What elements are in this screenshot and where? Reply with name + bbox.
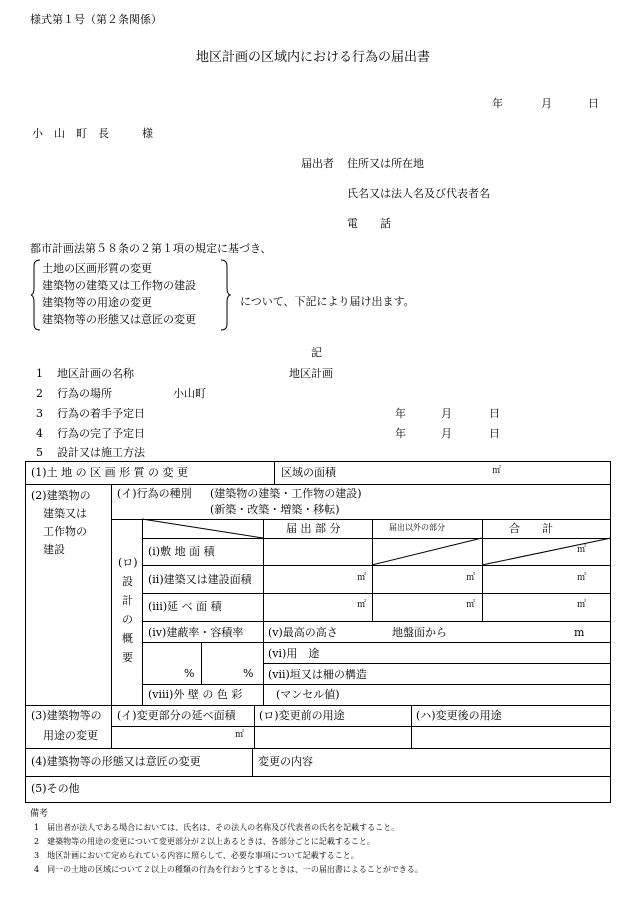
row3-label-2: 用途の変更 bbox=[43, 729, 98, 742]
ro-char-4: 概 bbox=[122, 632, 133, 645]
date-year-label: 年 bbox=[492, 97, 503, 110]
date-month-label: 月 bbox=[541, 97, 552, 110]
item-day-4: 日 bbox=[489, 427, 500, 440]
item-num-3: 3 bbox=[36, 407, 43, 420]
item-label-4: 行為の完了予定日 bbox=[57, 427, 145, 440]
site-area-label: (ⅰ)敷 地 面 積 bbox=[148, 545, 215, 558]
row1-area-label: 区域の面積 bbox=[281, 466, 336, 479]
height-from-label: 地盤面から bbox=[392, 626, 447, 639]
notifier-phone-label: 電 話 bbox=[347, 217, 391, 230]
remark-3: 3 地区計画において定められている内容に照らして、必要な事項について記載すること。 bbox=[34, 851, 359, 860]
notifier-name-label: 氏名又は法人名及び代表者名 bbox=[347, 187, 490, 200]
item-value-2: 小山町 bbox=[173, 387, 206, 400]
row3-col3-label: (ハ)変更後の用途 bbox=[416, 709, 502, 722]
row4-label: (4)建築物等の形態又は意匠の変更 bbox=[31, 755, 201, 768]
item-num-2: 2 bbox=[36, 387, 43, 400]
ro-char-3: の bbox=[122, 613, 133, 626]
type-label: (イ)行為の種別 bbox=[117, 487, 192, 500]
item-num-4: 4 bbox=[36, 427, 43, 440]
addressee: 小 山 町 長 様 bbox=[32, 127, 153, 140]
notifier-address-label: 住所又は所在地 bbox=[347, 157, 424, 170]
item-label-2: 行為の場所 bbox=[57, 387, 112, 400]
item-year-4: 年 bbox=[395, 427, 406, 440]
building-area-total-unit: ㎡ bbox=[577, 573, 587, 583]
row2-label-4: 建設 bbox=[43, 543, 65, 556]
remark-2: 2 建築物等の用途の変更について変更部分が２以上あるときは、各部分ごとに記載すること。 bbox=[34, 837, 375, 846]
munsell-label: (マンセル値) bbox=[276, 688, 340, 701]
building-area-submitted-unit: ㎡ bbox=[357, 573, 367, 583]
far-percent: % bbox=[243, 667, 254, 680]
item-month-3: 月 bbox=[441, 407, 452, 420]
option-design: 建築物等の形態又は意匠の変更 bbox=[42, 313, 196, 326]
date-day-label: 日 bbox=[588, 97, 599, 110]
option-building: 建築物の建築又は工作物の建設 bbox=[42, 279, 196, 292]
coverage-percent: % bbox=[184, 667, 195, 680]
row5-label: (5)その他 bbox=[31, 782, 80, 795]
col-header-total: 合 計 bbox=[509, 522, 553, 535]
basis-suffix: について、下記により届け出ます。 bbox=[240, 295, 415, 308]
item-label-1: 地区計画の名称 bbox=[57, 367, 134, 380]
item-label-3: 行為の着手予定日 bbox=[57, 407, 145, 420]
height-unit: m bbox=[574, 626, 585, 639]
col-header-other: 届出以外の部分 bbox=[389, 523, 445, 532]
ro-char-1: 設 bbox=[122, 575, 133, 588]
form-number: 様式第１号（第２条関係） bbox=[30, 13, 162, 26]
type-options-1: (建築物の建築・工作物の建設) bbox=[210, 487, 362, 500]
option-use: 建築物等の用途の変更 bbox=[42, 296, 152, 309]
remark-1: 1 届出者が法人である場合においては、氏名は、その法人の名称及び代表者の氏名を記載すること。 bbox=[34, 823, 400, 832]
ro-char-2: 計 bbox=[122, 594, 133, 607]
type-options-2: (新築・改築・増築・移転) bbox=[210, 503, 340, 516]
floor-area-submitted-unit: ㎡ bbox=[357, 600, 367, 610]
row1-area-unit: ㎡ bbox=[492, 466, 502, 476]
site-area-total-unit: ㎡ bbox=[577, 545, 587, 555]
use-label: (ⅵ)用 途 bbox=[268, 647, 320, 660]
notifier-label: 届出者 bbox=[301, 157, 334, 170]
row2-label-2: 建築又は bbox=[43, 507, 87, 520]
floor-area-label: (ⅲ)延 べ 面 積 bbox=[148, 600, 222, 613]
coverage-label: (ⅳ)建蔽率・容積率 bbox=[148, 626, 244, 639]
fence-label: (ⅶ)垣又は柵の構造 bbox=[268, 668, 367, 681]
height-label: (ⅴ)最高の高さ bbox=[268, 626, 338, 639]
ro-char-5: 要 bbox=[122, 651, 133, 664]
color-label: (ⅷ)外 壁 の 色 彩 bbox=[148, 688, 243, 701]
item-year-3: 年 bbox=[395, 407, 406, 420]
item-num-5: 5 bbox=[36, 446, 43, 459]
building-area-other-unit: ㎡ bbox=[466, 573, 476, 583]
row3-col1-label: (イ)変更部分の延べ面積 bbox=[117, 709, 236, 722]
ki-label: 記 bbox=[311, 346, 322, 359]
item-label-5: 設計又は施工方法 bbox=[57, 446, 145, 459]
item-value-1: 地区計画 bbox=[289, 367, 333, 380]
row3-area-unit: ㎡ bbox=[235, 730, 245, 740]
col-header-submitted: 届 出 部 分 bbox=[286, 522, 341, 535]
page-title: 地区計画の区域内における行為の届出書 bbox=[196, 50, 431, 65]
floor-area-total-unit: ㎡ bbox=[577, 600, 587, 610]
row4-content-label: 変更の内容 bbox=[258, 755, 313, 768]
item-month-4: 月 bbox=[441, 427, 452, 440]
building-area-label: (ⅱ)建築又は建設面積 bbox=[148, 573, 252, 586]
remark-4: 4 同一の土地の区域について２以上の種類の行為を行おうとするときは、一の届出書によることができる。 bbox=[34, 865, 423, 874]
remarks-title: 備考 bbox=[30, 809, 49, 819]
row1-label: (1)土 地 の 区 画 形 質 の 変 更 bbox=[31, 466, 189, 479]
option-land: 土地の区画形質の変更 bbox=[42, 262, 152, 275]
row2-label-1: (2)建築物の bbox=[31, 489, 91, 502]
row2-label-3: 工作物の bbox=[43, 525, 87, 538]
ro-label: (ロ) bbox=[118, 556, 138, 569]
item-num-1: 1 bbox=[36, 367, 43, 380]
row3-label-1: (3)建築物等の bbox=[31, 709, 102, 722]
item-day-3: 日 bbox=[489, 407, 500, 420]
floor-area-other-unit: ㎡ bbox=[466, 600, 476, 610]
row3-col2-label: (ロ)変更前の用途 bbox=[259, 709, 345, 722]
law-basis-text: 都市計画法第５８条の２第１項の規定に基づき、 bbox=[30, 242, 272, 255]
